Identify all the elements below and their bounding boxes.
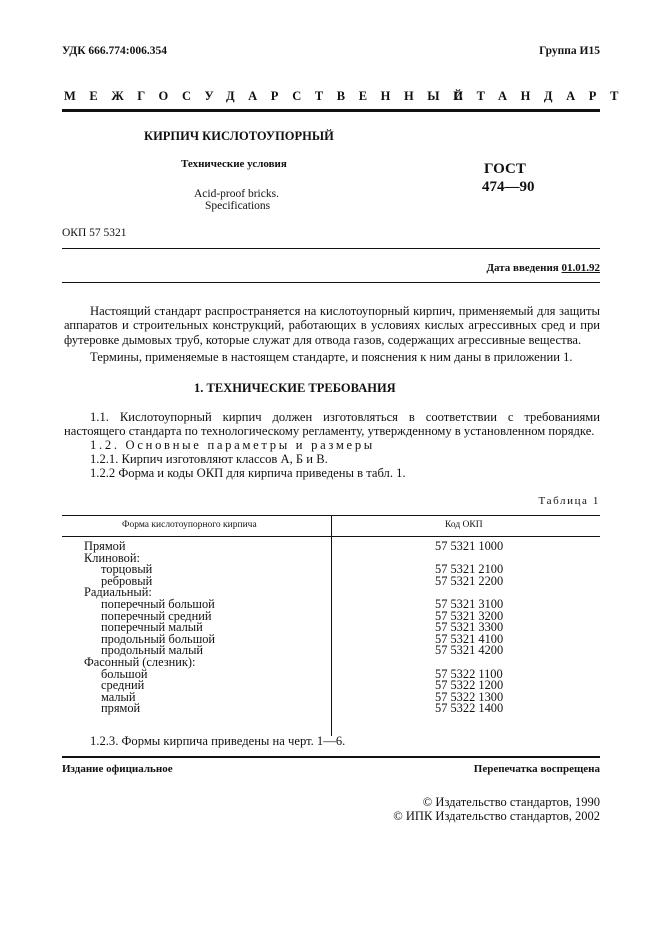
copyright-1990: © Издательство стандартов, 1990 <box>422 795 600 809</box>
table-row-code: 57 5321 3200 <box>435 608 504 623</box>
official-edition: Издание официальное <box>62 763 173 775</box>
table-row-form: поперечный большой <box>101 597 215 611</box>
table-row-form: большой <box>101 666 148 681</box>
udk-code: УДК 666.774:006.354 <box>62 45 167 57</box>
table-row-form: поперечный малый <box>101 620 203 635</box>
table-row-code: 57 5321 3100 <box>435 597 504 611</box>
gost-label: ГОСТ <box>484 161 526 177</box>
table-row-code: 57 5322 1400 <box>435 701 504 716</box>
clause-1-1: 1.1. Кислотоупорный кирпич должен изготовляться в соответствии с требованиями настоящего стандарта по технологическому регламенту, утвержденному в установленном порядке. <box>64 410 600 439</box>
english-subtitle: Specifications <box>205 200 271 212</box>
table-row-form: поперечный средний <box>101 608 212 623</box>
reprint-notice: Перепечатка воспрещена <box>473 763 600 775</box>
footer-rule <box>62 756 600 758</box>
table-caption: Таблица 1 <box>538 495 600 507</box>
banner-rule <box>62 109 600 112</box>
clause-1-2: 1.2. Основные параметры и размеры <box>90 438 375 452</box>
table-header-code: Код ОКП <box>445 520 483 530</box>
intro-paragraph-terms: Термины, применяемые в настоящем стандарте, и пояснения к ним даны в приложении 1. <box>90 350 573 364</box>
document-subtitle: Технические условия <box>181 158 287 170</box>
document-title: КИРПИЧ КИСЛОТОУПОРНЫЙ <box>144 129 334 143</box>
table-row-form: продольный большой <box>101 631 216 646</box>
table-row-code: 57 5321 1000 <box>435 539 504 553</box>
table-row-code: 57 5321 3300 <box>435 620 504 635</box>
table-row-code: 57 5321 2200 <box>435 573 504 588</box>
section-heading: 1. ТЕХНИЧЕСКИЕ ТРЕБОВАНИЯ <box>194 381 396 395</box>
introduction-date-label: Дата введения <box>486 262 559 274</box>
english-title: Acid-proof bricks. <box>194 188 279 200</box>
table-row-form: ребровый <box>101 573 153 588</box>
table-row-code: 57 5322 1300 <box>435 689 504 704</box>
table-row-form: малый <box>101 689 136 704</box>
table-row-form: продольный малый <box>101 643 204 658</box>
table-row-code: 57 5322 1200 <box>435 678 504 693</box>
group-code: Группа И15 <box>539 45 600 57</box>
introduction-date <box>486 262 600 274</box>
table-row-code: 57 5321 4200 <box>435 643 504 658</box>
table-row-form: Фасонный (слезник): <box>84 655 196 669</box>
table-row-code: 57 5321 4100 <box>435 631 504 646</box>
gost-number: 474—90 <box>482 179 535 195</box>
banner-standard: СТАНДАРТ <box>454 89 633 103</box>
date-rule <box>62 248 600 249</box>
intro-paragraph-scope: Настоящий стандарт распространяется на кислотоупорный кирпич, применяемый для защиты аппаратов и строительных конструкций, работающих в условиях кислых агрессивных сред и при футеровке дымовых труб, которые служат для отвода газов, содержащих агрессивные вещества. <box>64 304 600 347</box>
table-row-code: 57 5322 1100 <box>435 666 503 681</box>
banner-interstate: МЕЖГОСУДАРСТВЕННЫЙ <box>64 89 477 103</box>
copyright-2002: © ИПК Издательство стандартов, 2002 <box>393 809 600 823</box>
clause-1-2-1: 1.2.1. Кирпич изготовляют классов А, Б и В. <box>90 452 328 466</box>
table-column-divider <box>331 515 332 736</box>
table-row-form: Клиновой: <box>84 550 140 565</box>
table-row-form: прямой <box>101 701 141 716</box>
table-row-code: 57 5321 2100 <box>435 562 504 577</box>
table-row-form: торцовый <box>101 562 153 577</box>
table-row-form: средний <box>101 678 145 693</box>
table-header-rule <box>62 536 600 537</box>
table-header-form: Форма кислотоупорного кирпича <box>122 520 257 530</box>
clause-1-2-3: 1.2.3. Формы кирпича приведены на черт. 1—6. <box>90 734 346 748</box>
table-row-form: Прямой <box>84 539 126 553</box>
introduction-date-value: 01.01.92 <box>561 262 600 274</box>
date-rule-bottom <box>62 282 600 283</box>
okp-code: ОКП 57 5321 <box>62 227 127 239</box>
table-row-form: Радиальный: <box>84 585 152 600</box>
clause-1-2-2: 1.2.2 Форма и коды ОКП для кирпича приведены в табл. 1. <box>90 466 406 480</box>
